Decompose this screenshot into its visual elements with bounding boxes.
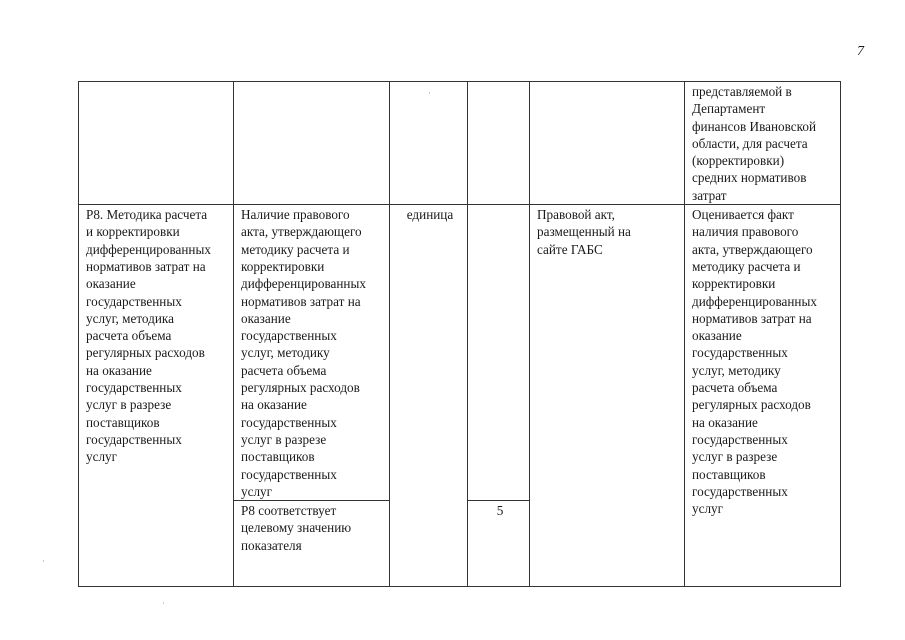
scan-speck: ·: [428, 88, 431, 98]
scan-speck: ·: [162, 598, 165, 608]
cell-condition-1: Наличие правового акта, утверждающего методику расчета и корректировки дифференцированных нормативов затрат на оказание государственных услуг, методику расчета объема регулярных расходов на оказание государственных услуг в разрезе поставщиков государственных услуг: [234, 205, 390, 501]
cell-condition-2: Р8 соответствует целевому значению показателя: [234, 501, 390, 587]
indicator-table: [78, 81, 841, 587]
cell-empty: [79, 82, 234, 205]
cell-empty: [468, 82, 530, 205]
scan-speck: ·: [42, 556, 45, 566]
cell-source: Правовой акт, размещенный на сайте ГАБС: [530, 205, 685, 587]
cell-empty: [390, 82, 468, 205]
cell-description: Оценивается факт наличия правового акта, утверждающего методику расчета и корректировки дифференцированных нормативов затрат на оказание государственных услуг, методику расчета объема регулярных расходов на оказание государственных услуг в разрезе поставщиков государственных услуг: [685, 205, 841, 587]
cell-empty: [234, 82, 390, 205]
table-row-continued: [79, 82, 841, 205]
cell-empty: [530, 82, 685, 205]
cell-indicator-name: Р8. Методика расчета и корректировки дифференцированных нормативов затрат на оказание государственных услуг, методика расчета объема регулярных расходов на оказание государственных услуг в разрезе поставщиков государственных услуг: [79, 205, 234, 587]
cell-description-continued: представляемой в Департамент финансов Ивановской области, для расчета (корректировки) средних нормативов затрат: [685, 82, 841, 205]
cell-score-2: 5: [468, 501, 530, 587]
page-number: 7: [857, 44, 864, 59]
table-row-p8: [79, 205, 841, 501]
cell-unit: единица: [390, 205, 468, 587]
cell-score-1: [468, 205, 530, 501]
